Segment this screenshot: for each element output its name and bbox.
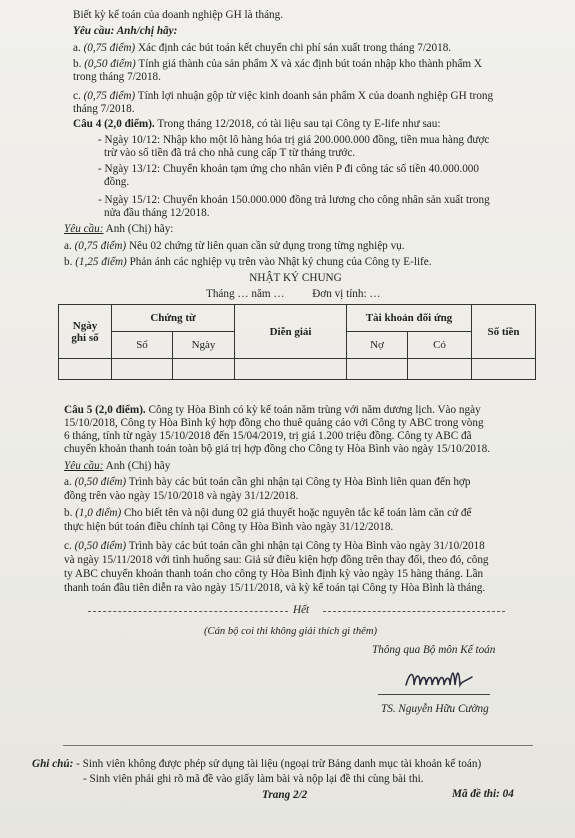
q4-item: đồng. xyxy=(104,176,130,188)
q5-body-line: 15/10/2018, Công ty Hòa Bình ký hợp đồng cho thuê quảng cáo với Công ty ABC trong vòng xyxy=(64,417,484,429)
q3-yeu-cau: Yêu cầu: Anh/chị hãy: xyxy=(73,25,178,37)
q5-body-line: chuyển khoản thanh toán toàn bộ giá trị hợp đồng cho Công ty Hòa Bình vào ngày 15/10/2018. xyxy=(64,443,491,455)
q5-item-c-cont: và ngày 15/11/2018 với tình huống sau: Giả sử điều kiện hợp đồng trên thay đổi, theo đó, công xyxy=(64,554,489,566)
q5-header: Câu 5 (2,0 điểm). Công ty Hòa Bình có kỳ kế toán năm trùng với năm dương lịch. Vào ngày xyxy=(64,404,481,416)
col-header-ngay-ghi-so: Ngày ghi số xyxy=(59,305,112,359)
col-header-co: Có xyxy=(408,332,472,359)
q5-item-c-cont: ty ABC chuyển khoản thanh toán cho công ty Hòa Bình định kỳ vào ngày 15 hàng tháng. Lần xyxy=(64,568,484,580)
col-header-dien-giai: Diễn giải xyxy=(235,305,347,359)
q5-item-b-cont: thực hiện bút toán điều chỉnh tại Công ty Hòa Bình vào ngày 31/12/2018. xyxy=(64,521,394,533)
approval-line: Thông qua Bộ môn Kế toán xyxy=(372,644,496,656)
journal-subtitle: Tháng … năm … Đơn vị tính: … xyxy=(206,288,381,300)
end-marker: Hết xyxy=(293,604,310,616)
q5-yeu-cau: Yêu cầu: Anh (Chị) hãy xyxy=(64,460,171,472)
q3-item-c: c. (0,75 điểm) Tính lợi nhuận gộp từ việc kinh doanh sản phẩm X của doanh nghiệp GH trong xyxy=(73,90,494,102)
signer-name: TS. Nguyễn Hữu Cường xyxy=(381,703,489,715)
q4-item: - Ngày 10/12: Nhập kho một lô hàng hóa trị giá 200.000.000 đồng, tiền mua hàng được xyxy=(98,134,490,146)
table-row xyxy=(59,359,536,380)
q4-item-a: a. (0,75 điểm) Nêu 02 chứng từ liên quan cần sử dụng trong từng nghiệp vụ. xyxy=(64,240,405,252)
q5-item-a-cont: đồng trên vào ngày 15/10/2018 và ngày 31/12/2018. xyxy=(64,490,299,502)
q4-item: trừ vào số tiền đã trả cho nhà cung cấp T từ tháng trước. xyxy=(104,147,356,159)
q4-yeu-cau: Yêu cầu: Anh (Chị) hãy: xyxy=(64,223,174,235)
exam-code: Mã đề thi: 04 xyxy=(452,788,514,800)
signature-image xyxy=(400,663,480,695)
q3-item-b: b. (0,50 điểm) Tính giá thành của sản phẩm X và xác định bút toán nhập kho thành phẩm X xyxy=(73,58,482,70)
journal-table xyxy=(58,304,536,380)
q3-item-a: a. (0,75 điểm) Xác định các bút toán kết chuyển chi phí sản xuất trong tháng 7/2018. xyxy=(73,42,452,54)
q4-item: - Ngày 13/12: Chuyển khoản tạm ứng cho nhân viên P đi công tác số tiền 40.000.000 xyxy=(98,163,479,175)
page-number: Trang 2/2 xyxy=(262,789,308,801)
col-header-so-tien: Số tiền xyxy=(472,305,536,359)
signature-underline xyxy=(378,694,490,695)
intro-line: Biết kỳ kế toán của doanh nghiệp GH là tháng. xyxy=(73,9,284,21)
col-header-tk-doi-ung: Tài khoản đối ứng xyxy=(347,305,472,332)
q5-item-c: c. (0,50 điểm) Trình bày các bút toán cần ghi nhận tại Công ty Hòa Bình vào ngày 31/10/2018 xyxy=(64,540,485,552)
col-header-no: Nợ xyxy=(347,332,408,359)
q5-item-b: b. (1,0 điểm) Cho biết tên và nội dung 02 giả thuyết hoặc nguyên tắc kế toán làm căn cứ để xyxy=(64,507,472,519)
journal-title: NHẬT KÝ CHUNG xyxy=(249,272,342,284)
q4-item: nửa đầu tháng 12/2018. xyxy=(104,207,210,219)
q3-item-b-cont: trong tháng 7/2018. xyxy=(73,71,161,83)
q4-item-b: b. (1,25 điểm) Phản ánh các nghiệp vụ trên vào Nhật ký chung của Công ty E-life. xyxy=(64,256,432,268)
q4-item: - Ngày 15/12: Chuyển khoản 150.000.000 đồng trả lương cho công nhân sản xuất trong xyxy=(98,194,490,206)
notes-line-2: - Sinh viên phải ghi rõ mã đề vào giấy làm bài và nộp lại đề thi cùng bài thi. xyxy=(83,773,424,785)
q5-item-a: a. (0,50 điểm) Trình bày các bút toán cần ghi nhận tại Công ty Hòa Bình liên quan đến hợp xyxy=(64,476,471,488)
col-header-chung-tu: Chứng từ xyxy=(112,305,235,332)
end-divider-right xyxy=(323,611,505,612)
q5-body-line: 6 tháng, tính từ ngày 15/10/2018 đến 15/04/2019, trị giá 1.200 triệu đồng. Công ty ABC đã xyxy=(64,430,472,442)
end-divider-left xyxy=(88,611,288,612)
col-header-ngay: Ngày xyxy=(173,332,235,359)
notes-line-1: Ghi chú: - Sinh viên không được phép sử dụng tài liệu (ngoại trừ Bảng danh mục tài khoản kế toán) xyxy=(32,758,482,770)
notes-divider xyxy=(63,745,533,746)
q3-item-c-cont: tháng 7/2018. xyxy=(73,103,135,115)
proctor-note: (Cán bộ coi thi không giải thích gì thêm) xyxy=(204,626,378,637)
q5-item-c-cont: thanh toán đầu tiên diễn ra vào ngày 15/11/2018, và kỳ kế toán tại Công ty Hòa Bình là tháng. xyxy=(64,582,486,594)
q4-header: Câu 4 (2,0 điểm). Trong tháng 12/2018, có tài liệu sau tại Công ty E-life như sau: xyxy=(73,118,441,130)
col-header-so: Số xyxy=(112,332,173,359)
